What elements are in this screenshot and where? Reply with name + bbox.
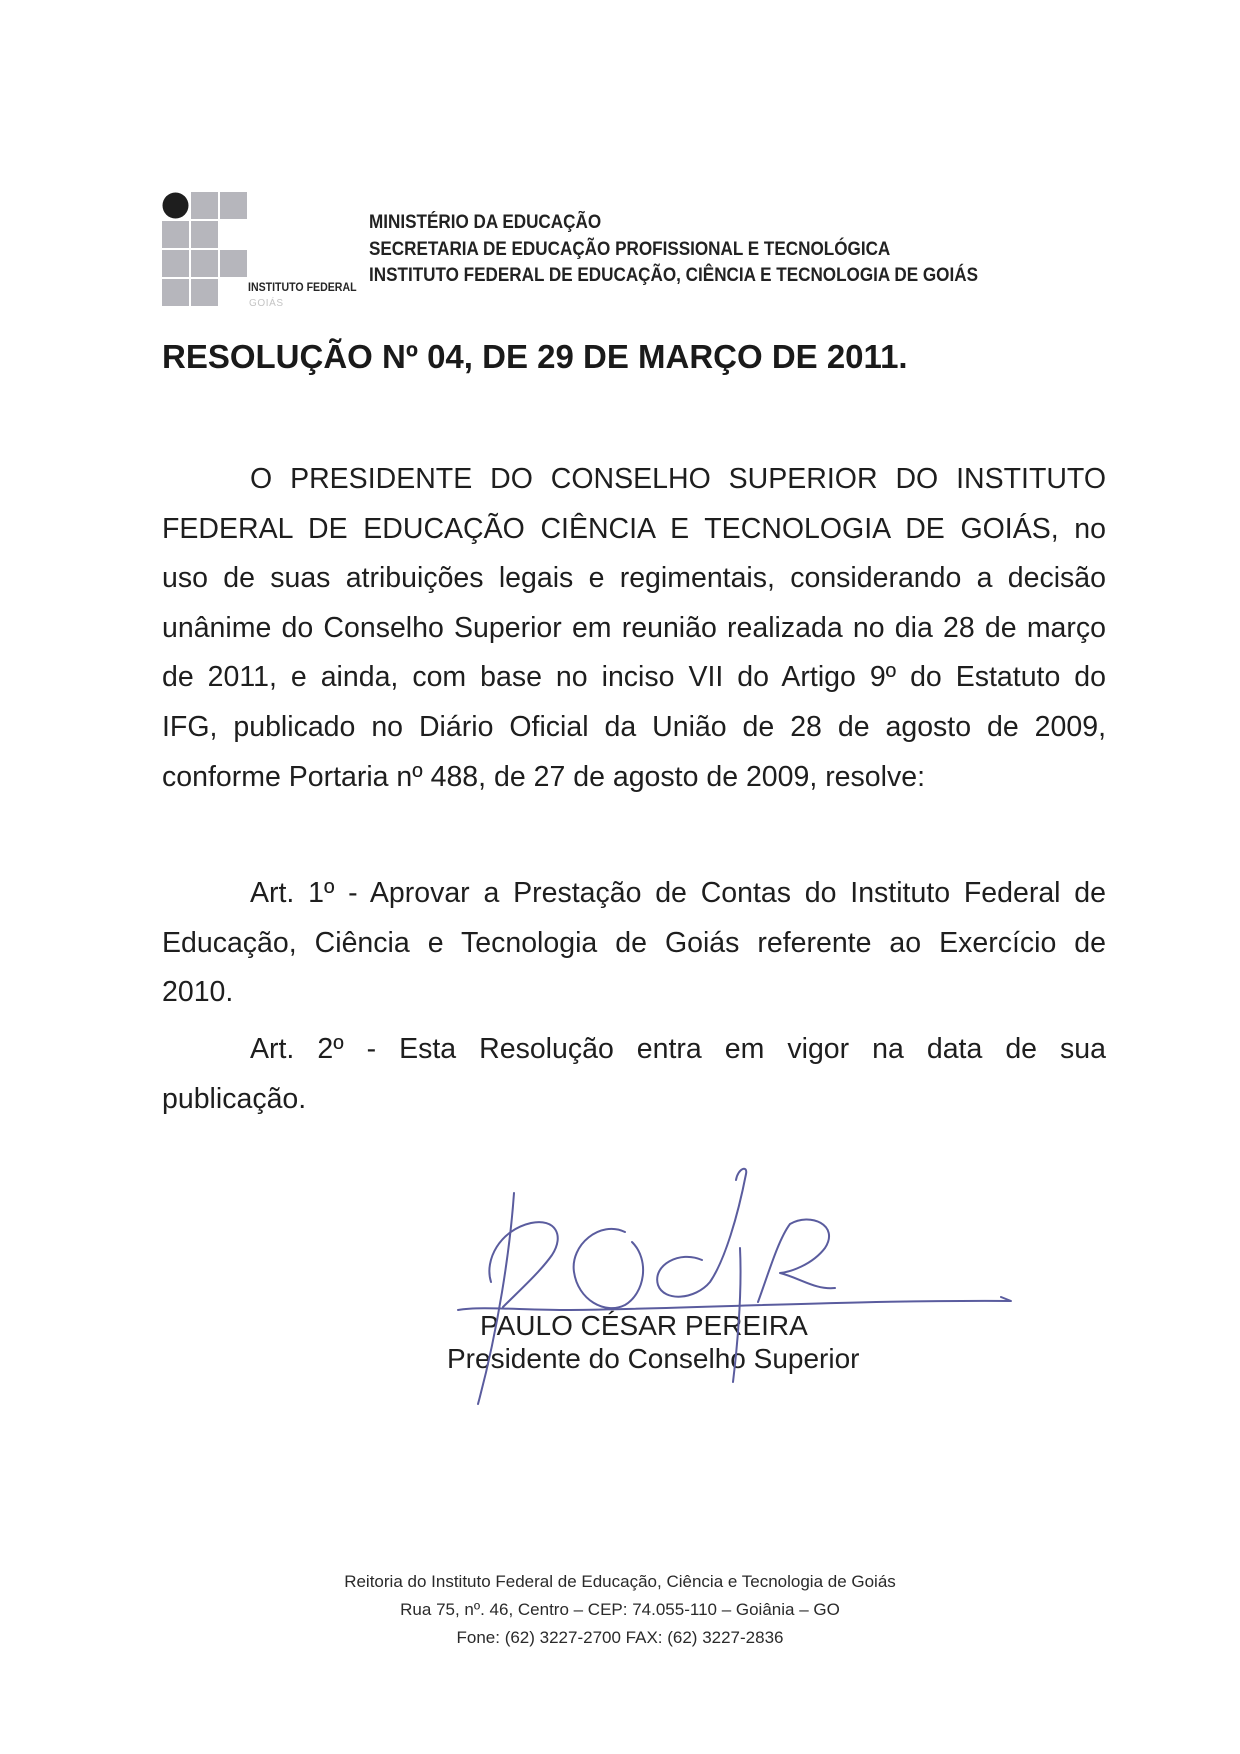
- logo-circle: [163, 193, 189, 219]
- signatory-name: PAULO CÉSAR PEREIRA: [480, 1310, 808, 1341]
- signatory-role: Presidente do Conselho Superior: [447, 1343, 860, 1374]
- logo-square: [220, 250, 247, 277]
- signature-stroke: [657, 1169, 746, 1297]
- preamble-line: unânime do Conselho Superior em reunião realizada no dia 28 de março: [162, 611, 1106, 644]
- preamble-line: de 2011, e ainda, com base no inciso VII do Artigo 9º do Estatuto do: [162, 661, 1106, 694]
- document-title: RESOLUÇÃO Nº 04, DE 29 DE MARÇO DE 2011.: [162, 338, 908, 375]
- preamble-line: O PRESIDENTE DO CONSELHO SUPERIOR DO INSTITUTO: [250, 463, 1106, 495]
- article-1: [162, 869, 1106, 1018]
- footer-address: Rua 75, nº. 46, Centro – CEP: 74.055-110 – Goiânia – GO: [400, 1600, 840, 1619]
- signature-stroke: [758, 1219, 835, 1302]
- logo-square: [191, 279, 218, 306]
- signature-stroke: [478, 1193, 514, 1404]
- preamble-paragraph: [162, 455, 1106, 802]
- logo-square: [220, 192, 247, 219]
- article-line: Art. 1º - Aprovar a Prestação de Contas do Instituto Federal de: [250, 877, 1106, 909]
- article-line: publicação.: [162, 1082, 307, 1115]
- article-line: Art. 2º - Esta Resolução entra em vigor na data de sua: [250, 1033, 1106, 1065]
- article-line: Educação, Ciência e Tecnologia de Goiás referente ao Exercício de: [162, 926, 1106, 959]
- handwritten-signature: [440, 1160, 1020, 1420]
- logo-square: [191, 250, 218, 277]
- letterhead: [369, 210, 978, 290]
- article-2: [162, 1025, 1106, 1124]
- preamble-line: uso de suas atribuições legais e regimentais, considerando a decisão: [162, 562, 1106, 595]
- preamble-line: IFG, publicado no Diário Oficial da União de 28 de agosto de 2009,: [162, 710, 1106, 743]
- logo-square: [162, 279, 189, 306]
- preamble-line: FEDERAL DE EDUCAÇÃO CIÊNCIA E TECNOLOGIA DE GOIÁS, no: [162, 512, 1106, 545]
- letterhead-secretariat: SECRETARIA DE EDUCAÇÃO PROFISSIONAL E TECNOLÓGICA: [369, 238, 891, 260]
- footer-phone: Fone: (62) 3227-2700 FAX: (62) 3227-2836: [456, 1628, 784, 1647]
- letterhead-ministry: MINISTÉRIO DA EDUCAÇÃO: [369, 212, 602, 233]
- article-line: 2010.: [162, 976, 234, 1009]
- logo-state-label: GOIÁS: [249, 298, 284, 309]
- logo-institution-label: INSTITUTO FEDERAL: [248, 282, 357, 294]
- letterhead-institute: INSTITUTO FEDERAL DE EDUCAÇÃO, CIÊNCIA E TECNOLOGIA DE GOIÁS: [369, 265, 978, 286]
- logo-square: [162, 221, 189, 248]
- signature-stroke: [574, 1229, 643, 1308]
- footer: [0, 1568, 1240, 1652]
- signature-stroke: [458, 1297, 1011, 1310]
- logo-square: [162, 250, 189, 277]
- signature-stroke: [489, 1222, 557, 1307]
- ifg-logo: [162, 192, 249, 308]
- signature-stroke: [733, 1248, 741, 1382]
- footer-address-title: Reitoria do Instituto Federal de Educação, Ciência e Tecnologia de Goiás: [344, 1572, 896, 1591]
- logo-square: [191, 192, 218, 219]
- preamble-line: conforme Portaria nº 488, de 27 de agosto de 2009, resolve:: [162, 760, 925, 793]
- logo-square: [191, 221, 218, 248]
